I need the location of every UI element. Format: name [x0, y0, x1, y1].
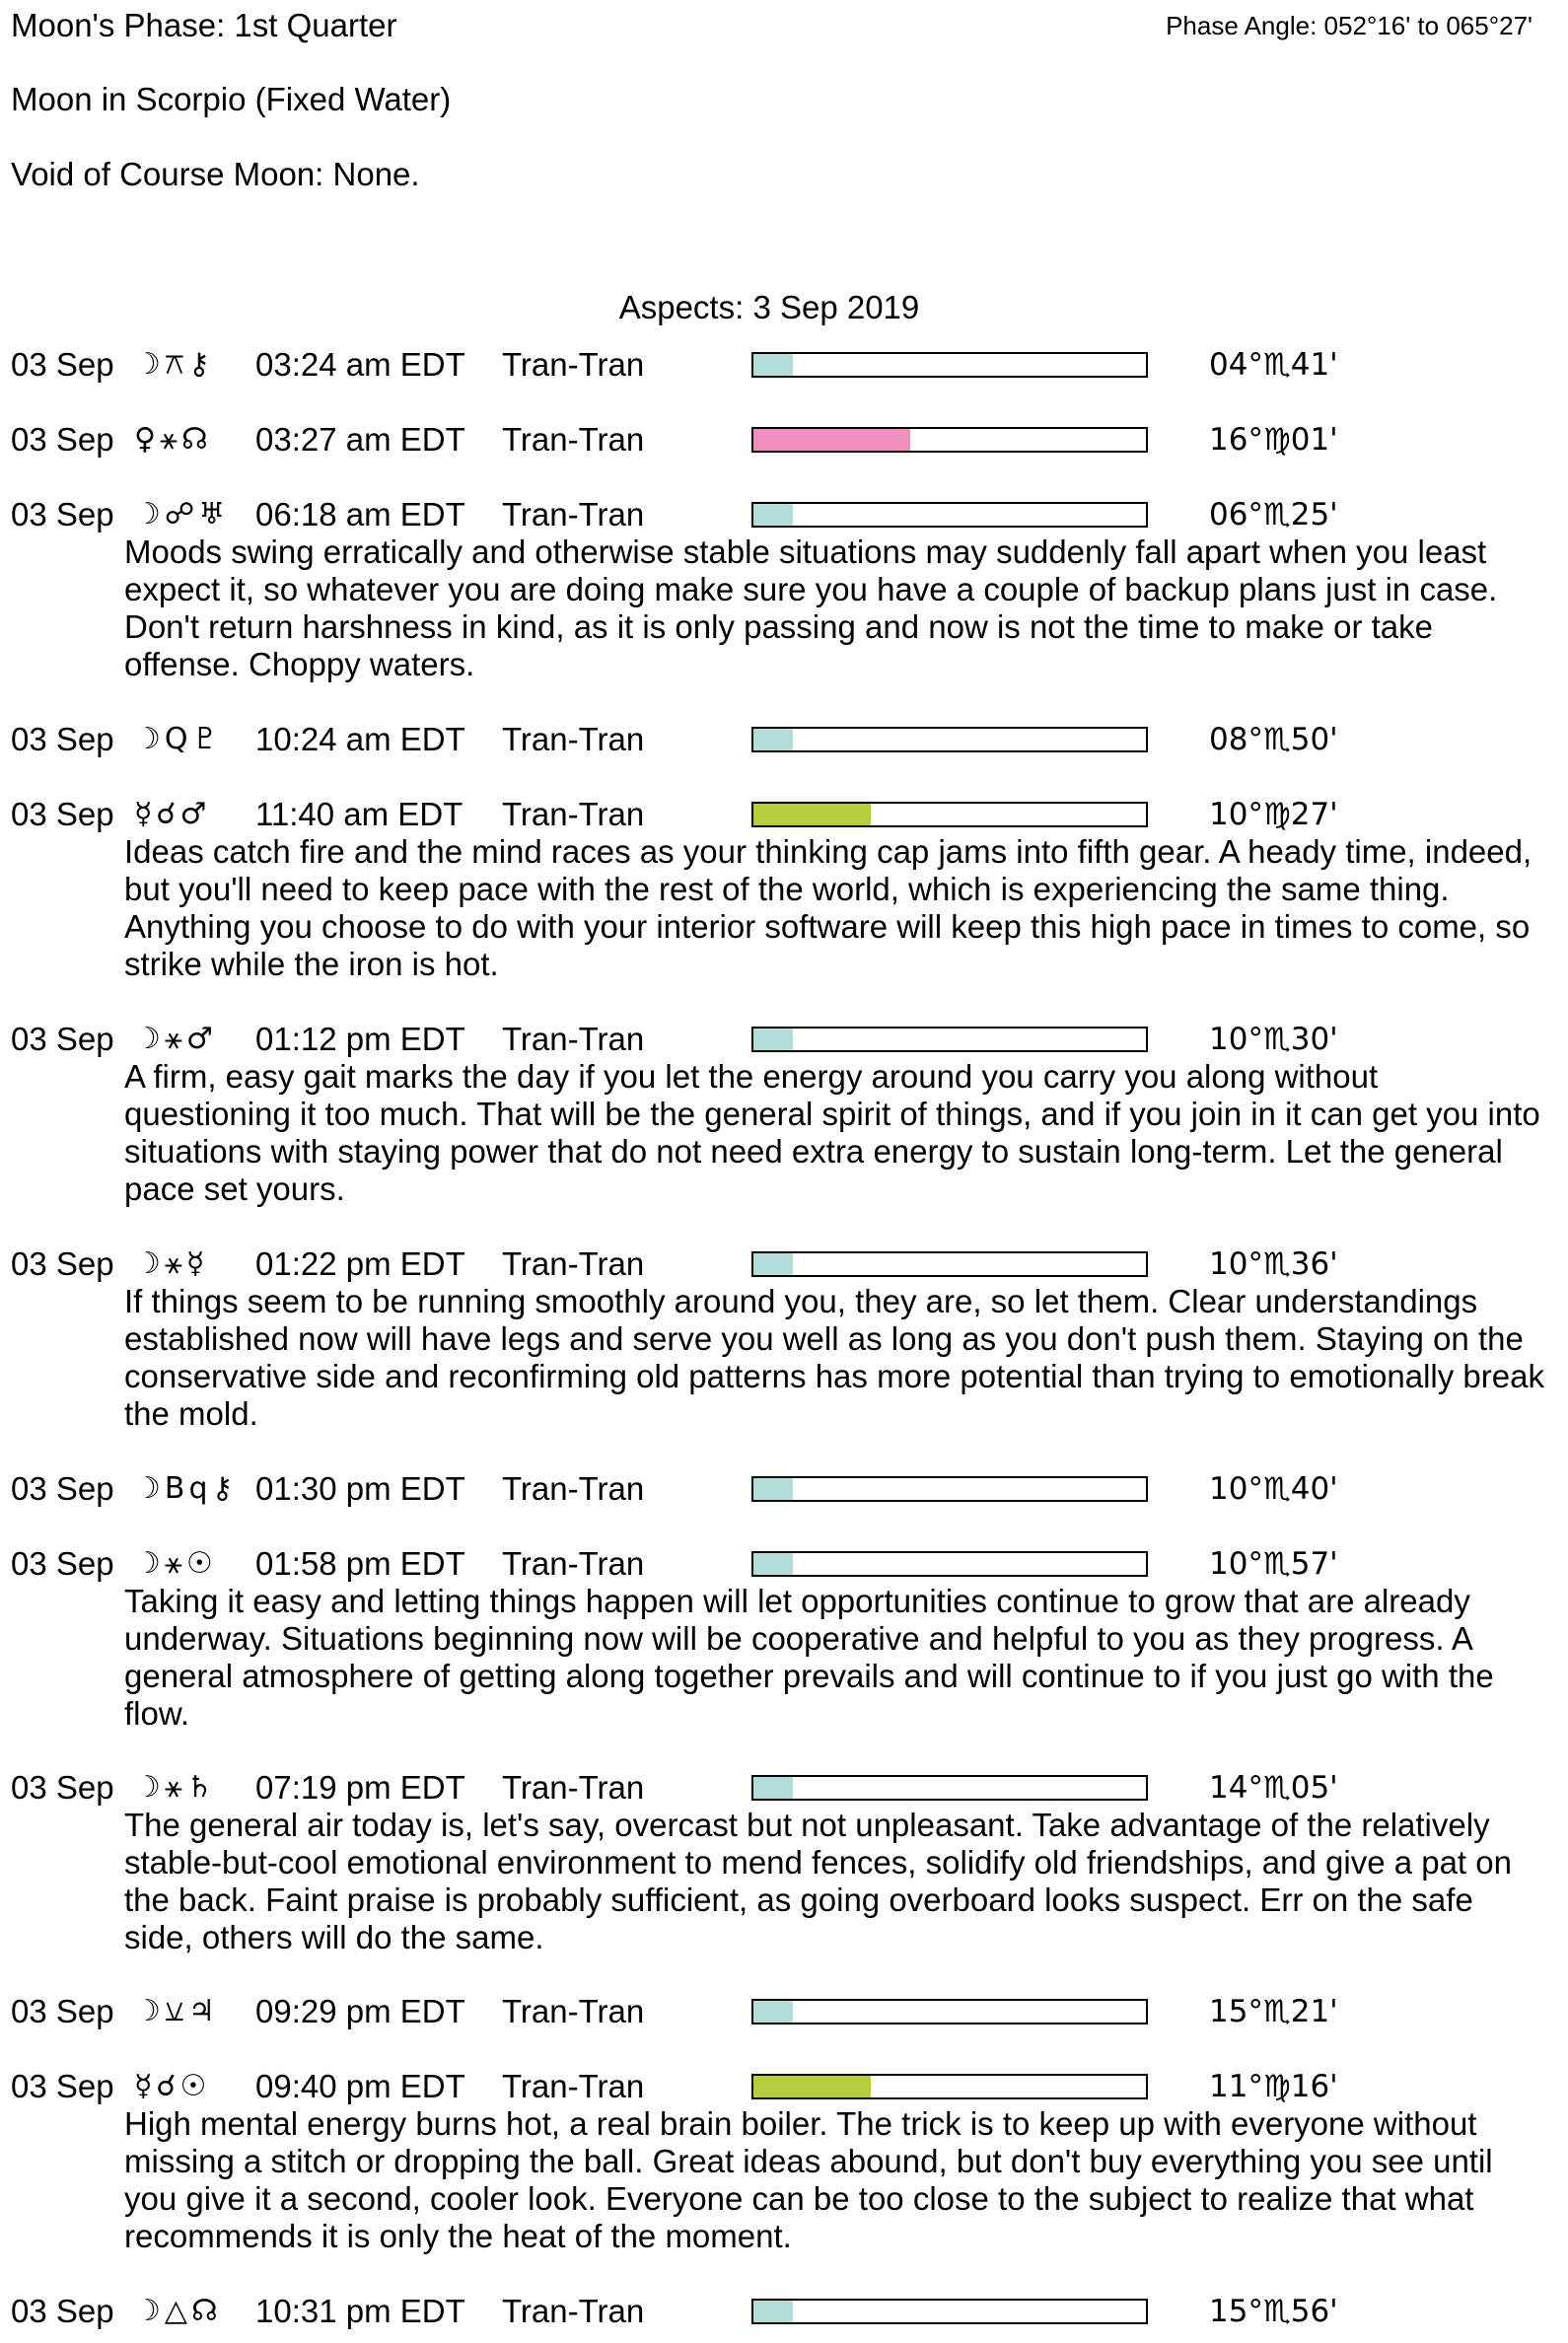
aspect-time: 03:24 am EDT	[255, 346, 465, 383]
aspect-row	[0, 1242, 1568, 1286]
aspect-row	[0, 1467, 1568, 1511]
aspect-time: 10:31 pm EDT	[255, 2293, 465, 2329]
aspect-time: 01:58 pm EDT	[255, 1545, 465, 1582]
aspect-description: Moods swing erratically and otherwise stable situations may suddenly fall apart when you least expect it, so whatever you are doing make sure you have a couple of backup plans just in case. Don't return harshness in kind, as it is only passing and now is not the time to make or take offense. Choppy waters.	[124, 533, 1498, 682]
aspect-date: 03 Sep	[11, 421, 114, 458]
strength-bar	[751, 1775, 1148, 1801]
strength-bar	[751, 427, 1148, 453]
aspect-glyph-icon: ☿☌☉	[134, 2069, 211, 2103]
aspect-type: Tran-Tran	[502, 1021, 645, 1057]
strength-bar	[751, 802, 1148, 827]
aspect-glyph-icon: ☽△☊	[134, 2294, 222, 2328]
aspect-type: Tran-Tran	[502, 1245, 645, 1282]
void-of-course: Void of Course Moon: None.	[11, 156, 420, 192]
aspect-position: 15°♏21'	[1209, 1994, 1338, 2029]
aspect-row	[0, 793, 1568, 836]
strength-bar	[751, 2299, 1148, 2324]
aspect-time: 01:22 pm EDT	[255, 1245, 465, 1282]
aspect-date: 03 Sep	[11, 796, 114, 832]
moon-phase: Moon's Phase: 1st Quarter	[11, 7, 397, 43]
strength-bar	[751, 1999, 1148, 2024]
phase-angle: Phase Angle: 052°16' to 065°27'	[1166, 11, 1532, 40]
aspect-position: 14°♏05'	[1209, 1770, 1338, 1806]
aspect-position: 10°♏40'	[1209, 1471, 1338, 1507]
aspect-description: A firm, easy gait marks the day if you let the energy around you carry you along without questioning it too much. That will be the general spirit of things, and if you join in it can get you into situations with staying power that do not need extra energy to sustain long-term. Let the general pace set yours.	[124, 1058, 1540, 1207]
aspect-glyph-icon: ☽⚹♂	[134, 1022, 217, 1056]
aspect-type: Tran-Tran	[502, 1545, 645, 1582]
aspect-date: 03 Sep	[11, 2293, 114, 2329]
aspect-position: 11°♍16'	[1209, 2069, 1338, 2104]
aspect-date: 03 Sep	[11, 1470, 114, 1507]
aspect-glyph-icon: ☽Q♇	[134, 722, 223, 756]
aspect-glyph-icon: ♀⚹☊	[134, 422, 212, 457]
aspect-type: Tran-Tran	[502, 346, 645, 383]
aspect-position: 10°♍27'	[1209, 797, 1338, 832]
strength-bar	[751, 727, 1148, 752]
aspect-description: Taking it easy and letting things happen will let opportunities continue to grow that are already underway. Situations beginning now will be cooperative and helpful to you as they progress. A general atmosphere of getting along together prevails and will continue to if you just go with the flow.	[124, 1583, 1494, 1732]
aspect-description: Ideas catch fire and the mind races as your thinking cap jams into fifth gear. A heady time, indeed, but you'll need to keep pace with the rest of the world, which is experiencing the same thing. Anything you choose to do with your interior software will keep this high pace in times to come, so strike while the iron is hot.	[124, 833, 1532, 982]
aspect-type: Tran-Tran	[502, 421, 645, 458]
strength-bar	[751, 2074, 1148, 2099]
aspect-glyph-icon: ☽⚺♃	[134, 1994, 219, 2028]
aspect-row	[0, 718, 1568, 761]
aspect-description: If things seem to be running smoothly around you, they are, so let them. Clear understandings established now will have legs and serve you well as long as you don't push them. Staying on the conservative side and reconfirming old patterns has more potential than trying to emotionally break the mold.	[124, 1283, 1544, 1432]
strength-bar-fill	[753, 354, 793, 376]
aspects-title: Aspects: 3 Sep 2019	[618, 289, 920, 325]
aspect-type: Tran-Tran	[502, 721, 645, 757]
aspect-row	[0, 1990, 1568, 2033]
aspect-time: 06:18 am EDT	[255, 496, 465, 532]
strength-bar	[751, 352, 1148, 378]
aspect-glyph-icon: ☿☌♂	[134, 797, 211, 831]
strength-bar-fill	[753, 729, 793, 750]
aspect-position: 08°♏50'	[1209, 722, 1338, 757]
strength-bar-fill	[753, 804, 871, 825]
aspect-description: The general air today is, let's say, overcast but not unpleasant. Take advantage of the relatively stable-but-cool emotional environment to mend fences, solidify old friendships, and give a pat on the back. Faint praise is probably sufficient, as going overboard looks suspect. Err on the safe side, others will do the same.	[124, 1807, 1512, 1955]
aspect-date: 03 Sep	[11, 1769, 114, 1806]
strength-bar-fill	[753, 2301, 793, 2322]
aspect-date: 03 Sep	[11, 1021, 114, 1057]
strength-bar	[751, 1476, 1148, 1502]
strength-bar-fill	[753, 1253, 793, 1275]
aspect-type: Tran-Tran	[502, 1769, 645, 1806]
aspect-glyph-icon: ☽⚹♄	[134, 1770, 217, 1805]
aspect-row	[0, 343, 1568, 387]
aspect-glyph-icon: ☽Bq⚷	[134, 1471, 238, 1506]
aspect-position: 10°♏30'	[1209, 1022, 1338, 1057]
strength-bar-fill	[753, 1478, 793, 1500]
aspect-row	[0, 2065, 1568, 2108]
aspect-glyph-icon: ☽⚹☿	[134, 1246, 209, 1281]
strength-bar	[751, 1551, 1148, 1577]
aspect-date: 03 Sep	[11, 1993, 114, 2029]
aspect-time: 01:30 pm EDT	[255, 1470, 465, 1507]
aspect-time: 07:19 pm EDT	[255, 1769, 465, 1806]
strength-bar-fill	[753, 2076, 871, 2097]
aspect-type: Tran-Tran	[502, 2068, 645, 2104]
aspect-date: 03 Sep	[11, 721, 114, 757]
aspect-row	[0, 1766, 1568, 1810]
aspect-row	[0, 418, 1568, 462]
aspect-date: 03 Sep	[11, 1245, 114, 1282]
aspect-position: 16°♍01'	[1209, 422, 1338, 458]
aspect-date: 03 Sep	[11, 346, 114, 383]
aspect-glyph-icon: ☽⚹☉	[134, 1546, 217, 1581]
aspect-time: 10:24 am EDT	[255, 721, 465, 757]
aspect-row	[0, 2290, 1568, 2333]
strength-bar-fill	[753, 1029, 793, 1050]
aspect-position: 04°♏41'	[1209, 347, 1338, 383]
aspect-date: 03 Sep	[11, 496, 114, 532]
aspect-type: Tran-Tran	[502, 796, 645, 832]
aspect-glyph-icon: ☽☍♅	[134, 497, 230, 532]
strength-bar-fill	[753, 2001, 793, 2023]
aspect-position: 06°♏25'	[1209, 497, 1338, 532]
aspect-row	[0, 493, 1568, 536]
aspect-position: 15°♏56'	[1209, 2294, 1338, 2329]
aspect-glyph-icon: ☽⚻⚷	[134, 347, 214, 382]
aspect-type: Tran-Tran	[502, 2293, 645, 2329]
strength-bar	[751, 1027, 1148, 1052]
moon-sign: Moon in Scorpio (Fixed Water)	[11, 81, 452, 117]
aspect-time: 03:27 am EDT	[255, 421, 465, 458]
aspect-time: 09:40 pm EDT	[255, 2068, 465, 2104]
aspect-type: Tran-Tran	[502, 1993, 645, 2029]
aspect-row	[0, 1018, 1568, 1061]
aspect-time: 09:29 pm EDT	[255, 1993, 465, 2029]
aspect-time: 01:12 pm EDT	[255, 1021, 465, 1057]
strength-bar	[751, 502, 1148, 528]
strength-bar-fill	[753, 429, 910, 451]
aspect-date: 03 Sep	[11, 2068, 114, 2104]
aspect-time: 11:40 am EDT	[255, 796, 463, 832]
aspect-position: 10°♏57'	[1209, 1546, 1338, 1582]
aspect-position: 10°♏36'	[1209, 1246, 1338, 1282]
strength-bar	[751, 1251, 1148, 1277]
aspect-type: Tran-Tran	[502, 496, 645, 532]
aspect-date: 03 Sep	[11, 1545, 114, 1582]
aspect-description: High mental energy burns hot, a real brain boiler. The trick is to keep up with everyone without missing a stitch or dropping the ball. Great ideas abound, but don't buy everything you see until you give it a second, cooler look. Everyone can be too close to the subject to realize that what recommends it is only the heat of the moment.	[124, 2105, 1493, 2254]
strength-bar-fill	[753, 504, 793, 526]
strength-bar-fill	[753, 1553, 793, 1575]
strength-bar-fill	[753, 1777, 793, 1799]
aspect-row	[0, 1542, 1568, 1586]
aspect-type: Tran-Tran	[502, 1470, 645, 1507]
